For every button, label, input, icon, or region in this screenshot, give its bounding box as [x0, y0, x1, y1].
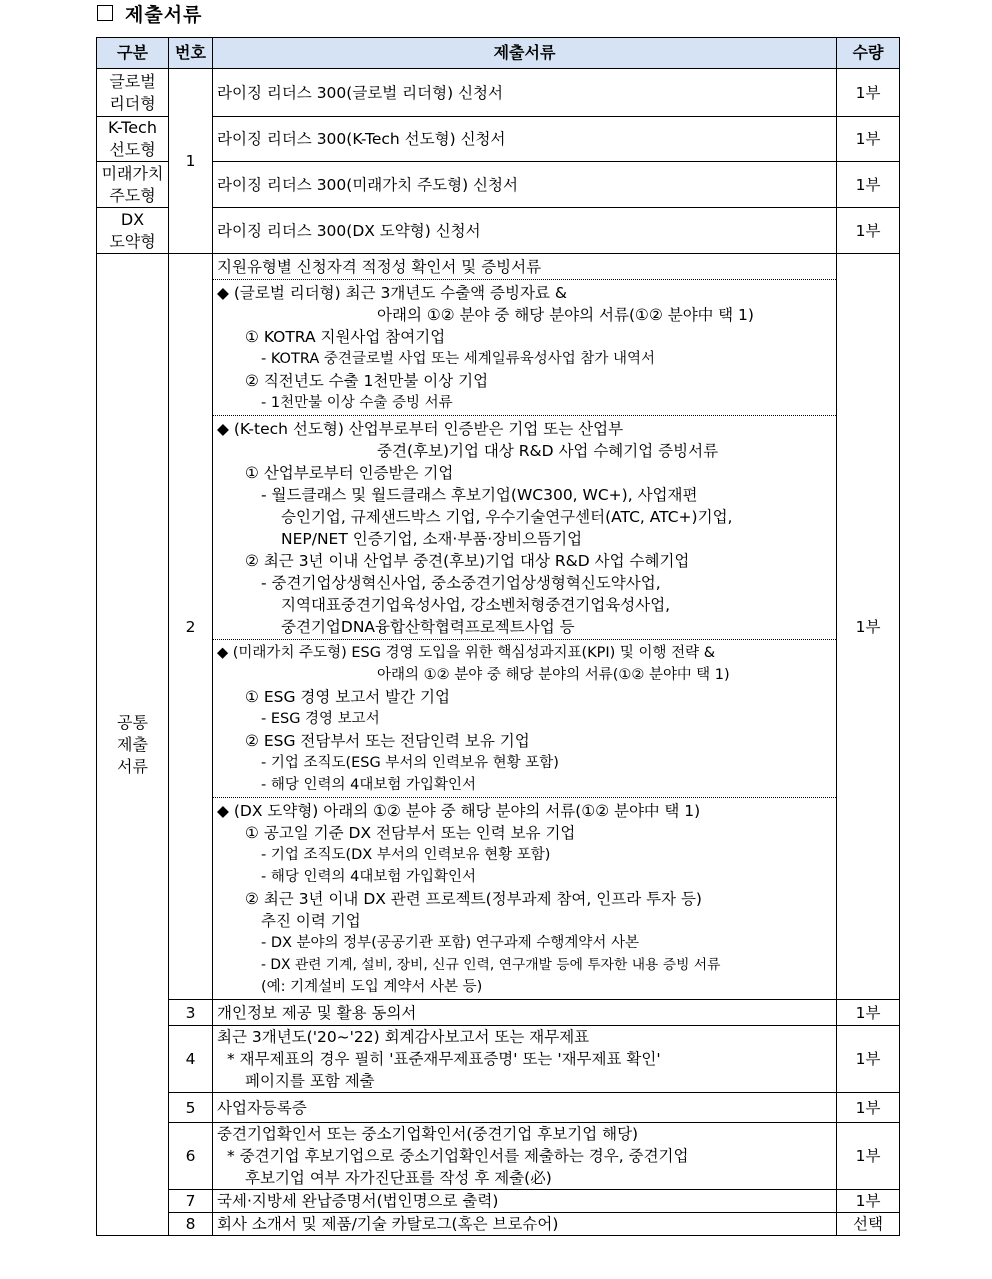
doc-line: ◆ (DX 도약형) 아래의 ①② 분야 중 해당 분야의 서류(①② 분야中 택 1) — [217, 802, 701, 820]
category-line: 미래가치 — [101, 163, 164, 183]
doc-line: 지원유형별 신청자격 적정성 확인서 및 증빙서류 — [217, 258, 542, 276]
doc-line: - 해당 인력의 4대보험 가입확인서 — [261, 869, 476, 885]
doc-line: - KOTRA 중견글로벌 사업 또는 세계일류육성사업 참가 내역서 — [261, 351, 656, 367]
doc-line: NEP/NET 인증기업, 소재·부품·장비으뜸기업 — [281, 530, 583, 548]
doc-line: - 해당 인력의 4대보험 가입확인서 — [261, 777, 476, 793]
doc-line: - DX 분야의 정부(공공기관 포함) 연구과제 수행계약서 사본 — [261, 935, 640, 951]
doc-line: - ESG 경영 보고서 — [261, 711, 380, 727]
category-line: 서류 — [117, 756, 148, 776]
header-quantity: 수량 — [837, 38, 900, 69]
document-cell: 라이징 리더스 300(DX 도약형) 신청서 — [213, 208, 837, 254]
number-cell: 4 — [169, 1026, 213, 1093]
header-number: 번호 — [169, 38, 213, 69]
table-row — [97, 1213, 900, 1236]
doc-line: 지역대표중견기업육성사업, 강소벤처형중견기업육성사업, — [281, 596, 671, 614]
doc-line: * 재무제표의 경우 필히 '표준재무제표증명' 또는 '재무제표 확인' — [227, 1050, 661, 1068]
number-cell: 6 — [169, 1123, 213, 1190]
quantity-cell: 1부 — [837, 1026, 900, 1093]
category-line: 선도형 — [109, 140, 156, 159]
doc-line: - DX 관련 기계, 설비, 장비, 신규 인력, 연구개발 등에 투자한 내용 증빙 서류 — [261, 957, 721, 973]
number-cell: 2 — [169, 254, 213, 1000]
doc-line: ◆ (미래가치 주도형) ESG 경영 도입을 위한 핵심성과지표(KPI) 및 이행 전략 & — [217, 645, 716, 661]
doc-line: ① 공고일 기준 DX 전담부서 또는 인력 보유 기업 — [245, 824, 576, 842]
category-cell — [97, 69, 169, 117]
doc-line: 페이지를 포함 제출 — [245, 1072, 375, 1090]
document-cell: 개인정보 제공 및 활용 동의서 — [213, 1000, 837, 1026]
category-line: 도약형 — [109, 231, 156, 251]
doc-line: 후보기업 여부 자가진단표를 작성 후 제출(必) — [245, 1169, 552, 1187]
category-line: K-Tech — [108, 118, 157, 137]
global-block — [213, 279, 836, 415]
category-line: 주도형 — [109, 185, 156, 205]
table-row — [97, 1026, 900, 1093]
category-line: 리더형 — [109, 93, 156, 113]
doc-line: ◆ (글로벌 리더형) 최근 3개년도 수출액 증빙자료 & — [217, 284, 567, 302]
document-cell: 사업자등록증 — [213, 1093, 837, 1123]
doc-line: ① KOTRA 지원사업 참여기업 — [245, 328, 446, 346]
category-line: 제출 — [117, 734, 148, 754]
doc-line: ① ESG 경영 보고서 발간 기업 — [245, 688, 450, 706]
section-title-text: 제출서류 — [125, 3, 203, 26]
doc-line: 아래의 ①② 분야 중 해당 분야의 서류(①② 분야中 택 1) — [377, 667, 730, 683]
quantity-cell: 1부 — [837, 1190, 900, 1213]
doc-line: 최근 3개년도('20~'22) 회계감사보고서 또는 재무제표 — [217, 1028, 590, 1046]
quantity-cell: 1부 — [837, 69, 900, 117]
doc-line: ② 직전년도 수출 1천만불 이상 기업 — [245, 372, 489, 390]
doc-line: - 1천만불 이상 수출 증빙 서류 — [261, 395, 453, 411]
doc-line: ① 산업부로부터 인증받은 기업 — [245, 464, 454, 482]
category-cell — [97, 117, 169, 162]
dx-block — [213, 797, 836, 999]
quantity-cell: 1부 — [837, 1000, 900, 1026]
table-row — [97, 1093, 900, 1123]
number-cell: 5 — [169, 1093, 213, 1123]
quantity-cell: 1부 — [837, 162, 900, 208]
document-cell: 회사 소개서 및 제품/기술 카탈로그(혹은 브로슈어) — [213, 1213, 837, 1236]
quantity-cell: 1부 — [837, 254, 900, 1000]
document-cell: 라이징 리더스 300(글로벌 리더형) 신청서 — [213, 69, 837, 117]
table-row — [97, 208, 900, 254]
document-cell: 라이징 리더스 300(미래가치 주도형) 신청서 — [213, 162, 837, 208]
doc-line: 중견(후보)기업 대상 R&D 사업 수혜기업 증빙서류 — [377, 442, 719, 460]
table-header-row — [97, 38, 900, 69]
category-cell — [97, 162, 169, 208]
table-row — [97, 69, 900, 117]
table-row — [97, 162, 900, 208]
table-row — [97, 1190, 900, 1213]
doc-line: 중견기업DNA융합산학협력프로젝트사업 등 — [281, 618, 575, 636]
future-block — [213, 639, 836, 797]
quantity-cell: 1부 — [837, 208, 900, 254]
document-cell: 국세·지방세 완납증명서(법인명으로 출력) — [213, 1190, 837, 1213]
table-row — [97, 1000, 900, 1026]
header-category: 구분 — [97, 38, 169, 69]
table-row — [97, 254, 900, 1000]
doc-line: ② 최근 3년 이내 산업부 중견(후보)기업 대상 R&D 사업 수혜기업 — [245, 552, 690, 570]
category-line: 공통 — [117, 712, 148, 732]
intro-block — [213, 254, 836, 279]
doc-line: ◆ (K-tech 선도형) 산업부로부터 인증받은 기업 또는 산업부 — [217, 420, 624, 438]
doc-line: 승인기업, 규제샌드박스 기업, 우수기술연구센터(ATC, ATC+)기업, — [281, 508, 733, 526]
header-documents: 제출서류 — [213, 38, 837, 69]
document-cell — [213, 1026, 837, 1093]
ktech-block — [213, 415, 836, 639]
number-cell: 1 — [169, 69, 213, 254]
doc-line: ② ESG 전담부서 또는 전담인력 보유 기업 — [245, 732, 530, 750]
quantity-cell: 1부 — [837, 1093, 900, 1123]
doc-line: - 기업 조직도(ESG 부서의 인력보유 현황 포함) — [261, 755, 559, 771]
doc-line: 추진 이력 기업 — [261, 912, 361, 930]
section-title — [97, 0, 202, 26]
doc-line: - 기업 조직도(DX 부서의 인력보유 현황 포함) — [261, 847, 551, 863]
document-cell — [213, 1123, 837, 1190]
number-cell: 3 — [169, 1000, 213, 1026]
quantity-cell: 선택 — [837, 1213, 900, 1236]
quantity-cell: 1부 — [837, 117, 900, 162]
number-cell: 7 — [169, 1190, 213, 1213]
category-line: DX — [120, 209, 145, 229]
table-row — [97, 117, 900, 162]
document-cell — [213, 254, 837, 1000]
doc-line: * 중견기업 후보기업으로 중소기업확인서를 제출하는 경우, 중견기업 — [227, 1147, 689, 1165]
documents-table — [96, 37, 900, 1236]
doc-line: (예: 기계설비 도입 계약서 사본 등) — [261, 979, 483, 995]
category-cell — [97, 208, 169, 254]
category-line: 글로벌 — [109, 71, 156, 91]
common-category-cell — [97, 254, 169, 1236]
doc-line: 중견기업확인서 또는 중소기업확인서(중견기업 후보기업 해당) — [217, 1125, 639, 1143]
doc-line: - 중견기업상생혁신사업, 중소중견기업상생형혁신도약사업, — [261, 574, 661, 592]
doc-line: 아래의 ①② 분야 중 해당 분야의 서류(①② 분야中 택 1) — [377, 306, 754, 324]
document-cell: 라이징 리더스 300(K-Tech 선도형) 신청서 — [213, 117, 837, 162]
number-cell: 8 — [169, 1213, 213, 1236]
doc-line: - 월드클래스 및 월드클래스 후보기업(WC300, WC+), 사업재편 — [261, 486, 698, 504]
checkbox-square-icon — [97, 5, 113, 21]
doc-line: ② 최근 3년 이내 DX 관련 프로젝트(정부과제 참여, 인프라 투자 등) — [245, 890, 702, 908]
table-row — [97, 1123, 900, 1190]
quantity-cell: 1부 — [837, 1123, 900, 1190]
